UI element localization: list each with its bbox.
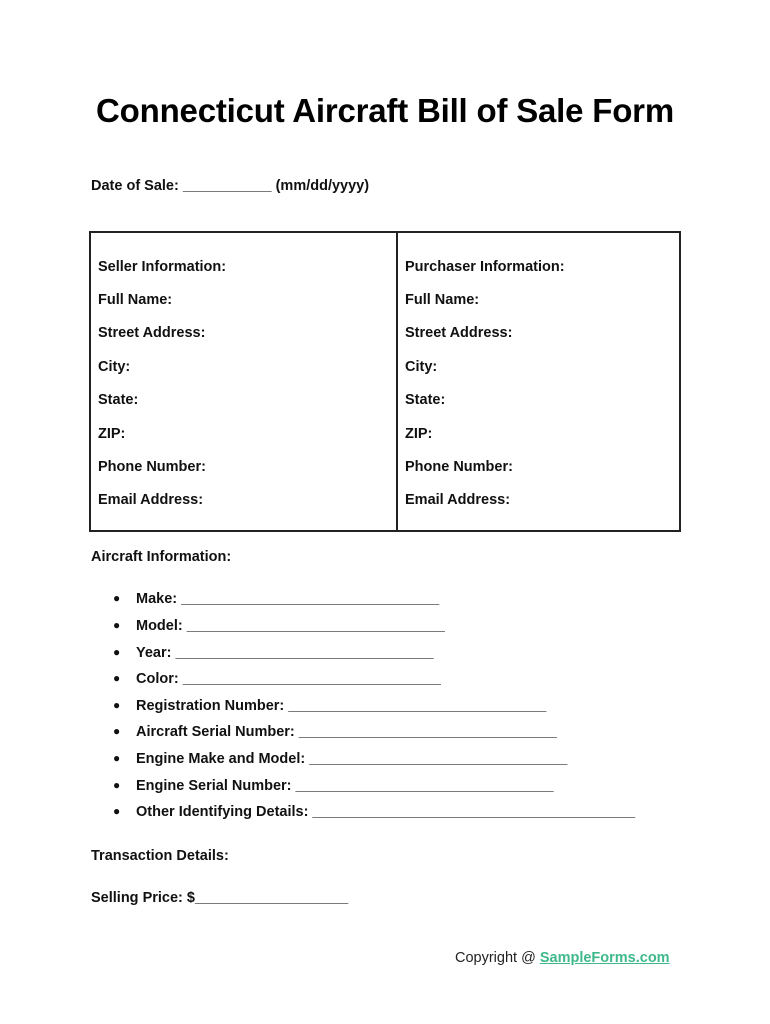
seller-heading: Seller Information: xyxy=(98,259,227,275)
seller-full-name-label: Full Name: xyxy=(98,292,173,308)
purchaser-zip-label: ZIP: xyxy=(405,426,433,442)
list-item xyxy=(113,724,557,740)
copyright-text: Copyright @ xyxy=(455,950,540,966)
list-item xyxy=(113,698,546,714)
list-item xyxy=(113,618,445,634)
engine-make-model-field: Engine Make and Model: ________________________________ xyxy=(136,751,568,767)
purchaser-heading: Purchaser Information: xyxy=(405,259,565,275)
year-field: Year: ________________________________ xyxy=(136,645,434,661)
registration-number-field: Registration Number: ________________________________ xyxy=(136,698,547,714)
purchaser-city-label: City: xyxy=(405,359,438,375)
bullet-icon: ● xyxy=(113,724,121,738)
seller-state-label: State: xyxy=(98,392,139,408)
bullet-icon: ● xyxy=(113,645,121,659)
purchaser-information-column xyxy=(398,233,679,530)
bullet-icon: ● xyxy=(113,618,121,632)
engine-serial-number-field: Engine Serial Number: ________________________________ xyxy=(136,778,554,794)
bullet-icon: ● xyxy=(113,804,121,818)
list-item xyxy=(113,645,434,661)
transaction-details-heading: Transaction Details: xyxy=(91,848,229,864)
purchaser-street-address-label: Street Address: xyxy=(405,325,513,341)
bullet-icon: ● xyxy=(113,778,121,792)
seller-street-address-label: Street Address: xyxy=(98,325,206,341)
bullet-icon: ● xyxy=(113,591,121,605)
seller-zip-label: ZIP: xyxy=(98,426,126,442)
make-field: Make: ________________________________ xyxy=(136,591,440,607)
list-item xyxy=(113,591,439,607)
list-item xyxy=(113,804,635,820)
other-identifying-details-field: Other Identifying Details: ________________________________________ xyxy=(136,804,636,820)
copyright-footer xyxy=(455,950,670,966)
purchaser-full-name-label: Full Name: xyxy=(405,292,480,308)
sampleforms-link[interactable]: SampleForms.com xyxy=(539,950,670,966)
list-item xyxy=(113,778,554,794)
seller-information-column xyxy=(91,233,398,530)
selling-price-field: Selling Price: $___________________ xyxy=(91,890,349,906)
date-of-sale-field: Date of Sale: ___________ (mm/dd/yyyy) xyxy=(91,178,370,194)
list-item xyxy=(113,671,441,687)
purchaser-state-label: State: xyxy=(405,392,446,408)
party-information-table xyxy=(89,231,681,532)
aircraft-information-heading: Aircraft Information: xyxy=(91,549,232,565)
color-field: Color: ________________________________ xyxy=(136,671,441,687)
seller-email-label: Email Address: xyxy=(98,492,204,508)
purchaser-email-label: Email Address: xyxy=(405,492,511,508)
bullet-icon: ● xyxy=(113,698,121,712)
purchaser-phone-label: Phone Number: xyxy=(405,459,513,475)
page-title: Connecticut Aircraft Bill of Sale Form xyxy=(96,92,674,129)
aircraft-serial-number-field: Aircraft Serial Number: ________________________________ xyxy=(136,724,557,740)
list-item xyxy=(113,751,567,767)
model-field: Model: ________________________________ xyxy=(136,618,445,634)
bullet-icon: ● xyxy=(113,671,121,685)
seller-phone-label: Phone Number: xyxy=(98,459,206,475)
bullet-icon: ● xyxy=(113,751,121,765)
seller-city-label: City: xyxy=(98,359,131,375)
